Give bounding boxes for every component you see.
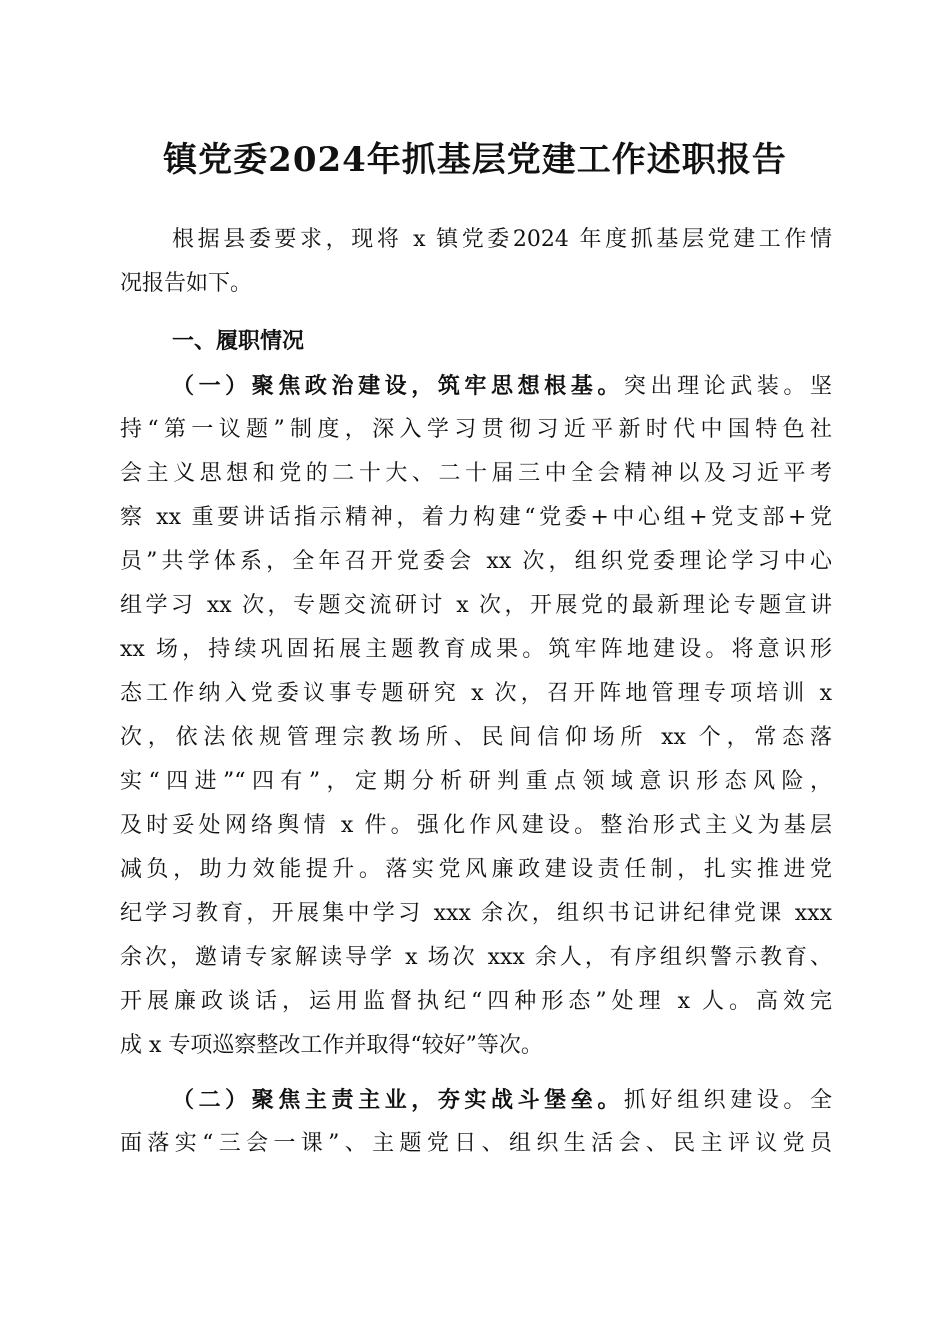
paragraph-first-line xyxy=(120,1078,832,1122)
paragraph-lead-heading: （二）聚焦主责主业，夯实战斗堡垒。 xyxy=(172,1087,624,1113)
intro-line-2: 况报告如下。 xyxy=(120,271,253,296)
paragraph-political-building xyxy=(120,364,832,1068)
paragraph-line: 实“四进”“四有”，定期分析研判重点领域意识形态风险， xyxy=(120,769,832,794)
paragraph-line: 开展廉政谈话，运用监督执纪“四种形态”处理 x 人。高效完 xyxy=(120,989,832,1014)
paragraph-line: 组学习 xx 次，专题交流研讨 x 次，开展党的最新理论专题宣讲 xyxy=(120,593,832,618)
paragraph-line: 次，依法依规管理宗教场所、民间信仰场所 xx 个，常态落 xyxy=(120,725,832,750)
paragraph-line: 及时妥处网络舆情 x 件。强化作风建设。整治形式主义为基层 xyxy=(120,813,832,838)
document-title: 镇党委2024年抓基层党建工作述职报告 xyxy=(163,140,787,180)
paragraph-line: 纪学习教育，开展集中学习 xxx 余次，组织书记讲纪律党课 xxx xyxy=(120,901,832,926)
paragraph-line: 会主义思想和党的二十大、二十届三中全会精神以及习近平考 xyxy=(120,461,832,486)
paragraph-line: 余次，邀请专家解读导学 x 场次 xxx 余人，有序组织警示教育、 xyxy=(120,945,832,970)
paragraph-lead-heading: （一）聚焦政治建设，筑牢思想根基。 xyxy=(172,373,624,399)
paragraph-line: 持“第一议题”制度，深入学习贯彻习近平新时代中国特色社 xyxy=(120,417,832,442)
intro-line-1: 根据县委要求，现将 x 镇党委2024 年度抓基层党建工作情 xyxy=(172,227,832,252)
paragraph-line: 面落实“三会一课”、主题党日、组织生活会、民主评议党员 xyxy=(120,1131,832,1156)
intro-paragraph xyxy=(120,218,832,306)
paragraph-line: 员”共学体系，全年召开党委会 xx 次，组织党委理论学习中心 xyxy=(120,549,832,574)
paragraph-line: xx 场，持续巩固拓展主题教育成果。筑牢阵地建设。将意识形 xyxy=(120,637,832,662)
paragraph-line: 态工作纳入党委议事专题研究 x 次，召开阵地管理专项培训 x xyxy=(120,681,832,706)
paragraph-lead-rest: 突出理论武装。坚 xyxy=(623,374,832,399)
paragraph-main-responsibility xyxy=(120,1078,832,1166)
paragraph-lead-rest: 抓好组织建设。全 xyxy=(623,1088,832,1113)
paragraph-line: 察 xx 重要讲话指示精神，着力构建“党委+中心组+党支部+党 xyxy=(120,505,832,530)
paragraph-first-line xyxy=(120,364,832,408)
section-heading-1: 一、履职情况 xyxy=(172,329,305,354)
paragraph-line: 成 x 专项巡察整改工作并取得“较好”等次。 xyxy=(120,1033,543,1058)
paragraph-line: 减负，助力效能提升。落实党风廉政建设责任制，扎实推进党 xyxy=(120,857,832,882)
